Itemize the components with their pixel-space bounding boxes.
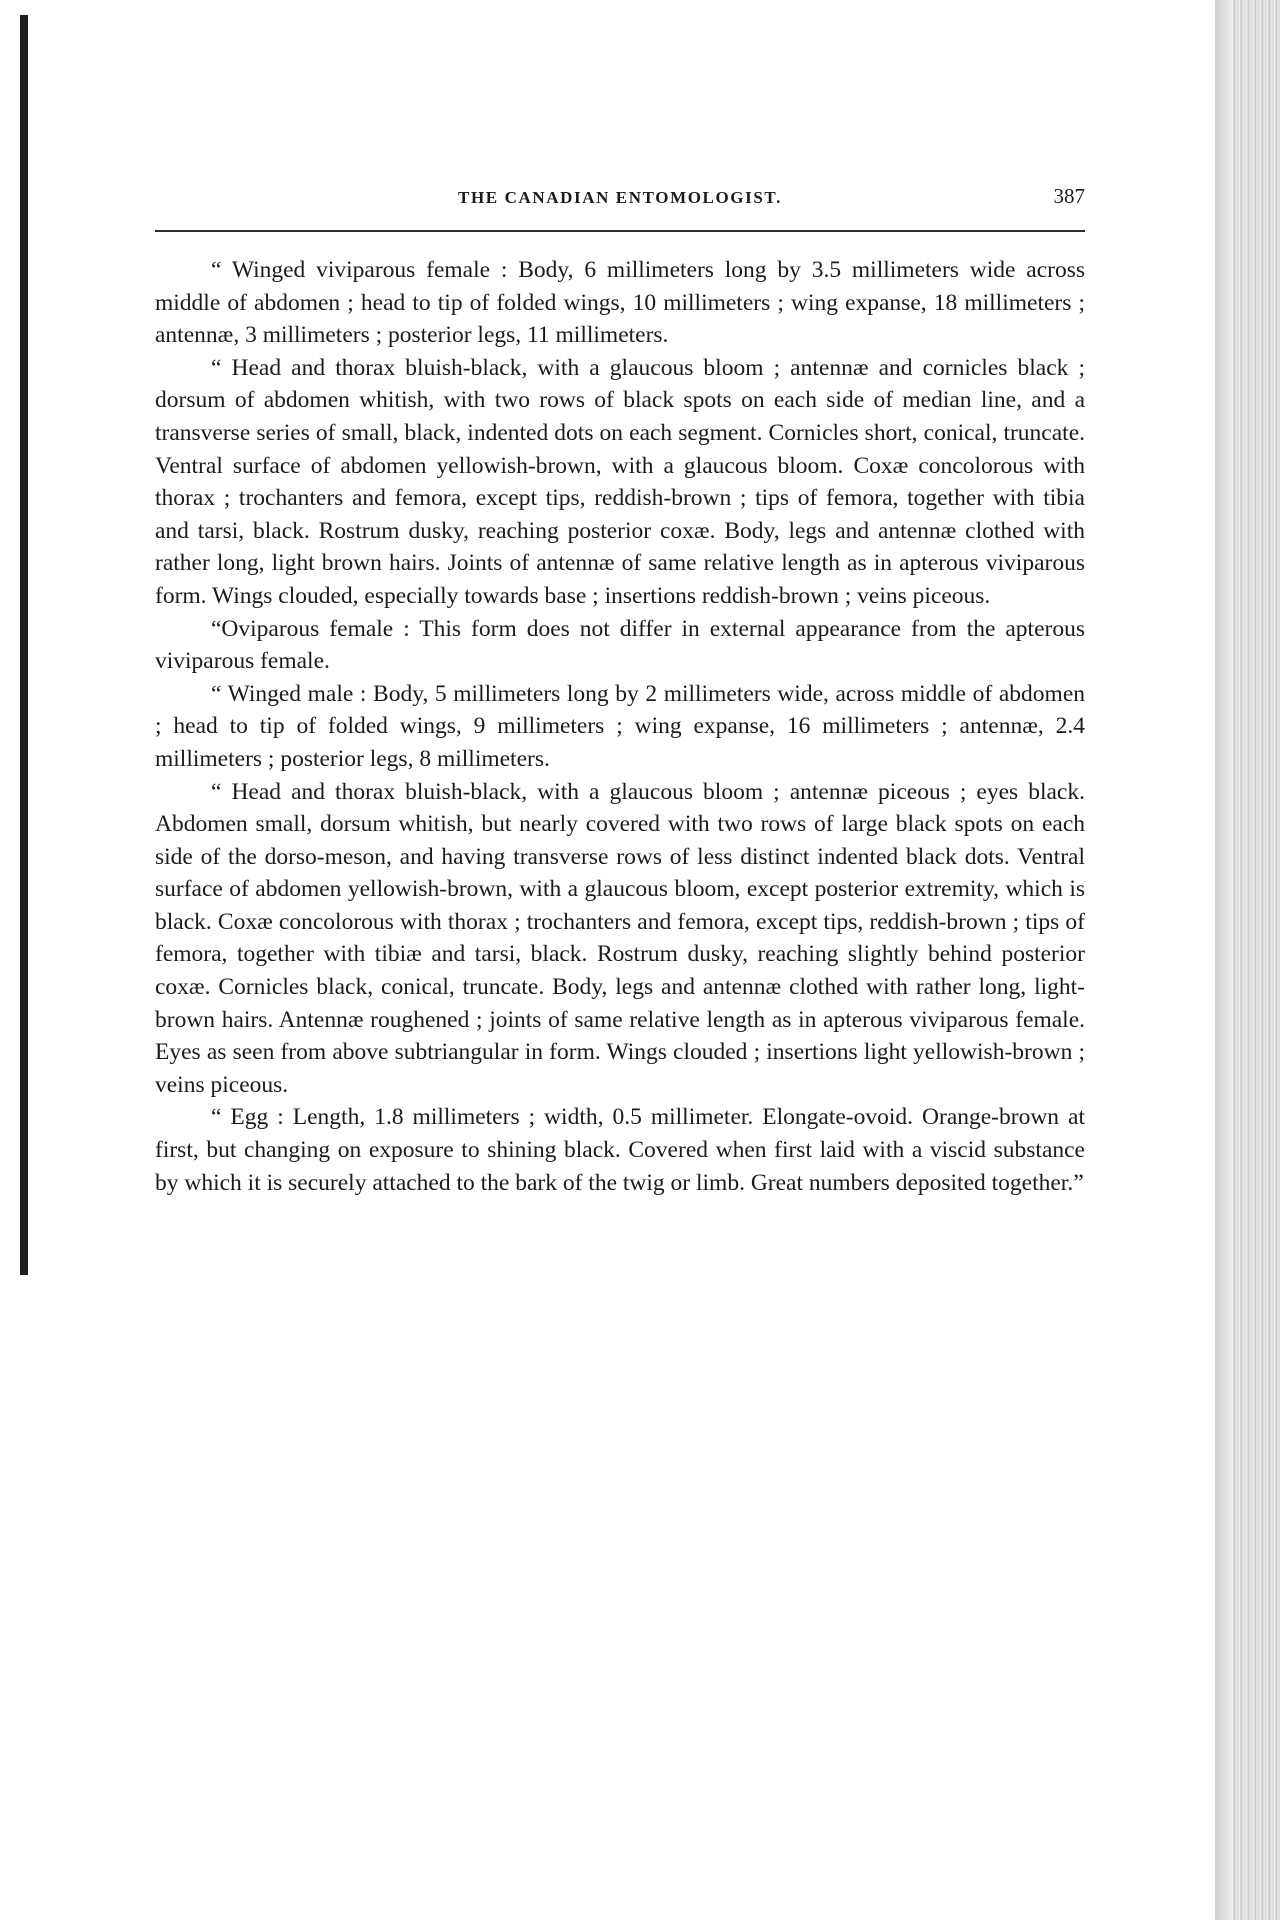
paragraph-head-thorax-female: “ Head and thorax bluish-black, with a glaucous bloom ; antennæ and cornicles black ; dorsum of abdomen whitish, with two rows of black spots on each side of median line, and a transverse series of small, black, indented dots on each segment. Cornicles short, conical, truncate. Ventral surface of abdomen yellowish-brown, with a glaucous bloom. Coxæ concolorous with thorax ; trochanters and femora, except tips, reddish-brown ; tips of femora, together with tibia and tarsi, black. Rostrum dusky, reaching posterior coxæ. Body, legs and antennæ clothed with rather long, light brown hairs. Joints of antennæ of same relative length as in apterous viviparous form. Wings clouded, especially towards base ; insertions reddish-brown ; veins piceous. <box>155 354 1085 609</box>
paragraph-winged-viviparous-female: “ Winged viviparous female : Body, 6 millimeters long by 3.5 millimeters wide across middle of abdomen ; head to tip of folded wings, 10 millimeters ; wing expanse, 18 millimeters ; antennæ, 3 millimeters ; posterior legs, 11 millimeters. <box>155 257 1085 349</box>
paragraph-head-thorax-male: “ Head and thorax bluish-black, with a glaucous bloom ; antennæ piceous ; eyes black. Abdomen small, dorsum whitish, but nearly covered with two rows of large black spots on each side of the dorso-meson, and having transverse rows of less distinct indented black dots. Ventral surface of abdomen yellowish-brown, with a glaucous bloom, except posterior extremity, which is black. Coxæ concolorous with thorax ; trochanters and femora, except tips, reddish-brown ; tips of femora, together with tibiæ and tarsi, black. Rostrum dusky, reaching slightly behind posterior coxæ. Cornicles black, conical, truncate. Body, legs and antennæ clothed with rather long, light-brown hairs. Antennæ roughened ; joints of same relative length as in apterous viviparous female. Eyes as seen from above subtriangular in form. Wings clouded ; insertions light yellowish-brown ; veins piceous. <box>155 778 1085 1098</box>
printed-page <box>155 180 1085 1199</box>
paragraph-oviparous-female: “Oviparous female : This form does not differ in external appearance from the apterous viviparous female. <box>155 615 1085 675</box>
scan-left-margin <box>0 0 20 1920</box>
book-page <box>20 0 1215 1920</box>
page-binding-shadow <box>20 15 28 1275</box>
paragraph-winged-male: “ Winged male : Body, 5 millimeters long by 2 millimeters wide, across middle of abdomen ; head to tip of folded wings, 9 millimeters ; wing expanse, 16 millimeters ; antennæ, 2.4 millimeters ; posterior legs, 8 millimeters. <box>155 680 1085 772</box>
book-page-edges <box>1215 0 1280 1920</box>
running-header <box>155 180 1085 220</box>
header-rule <box>155 230 1085 232</box>
running-title: THE CANADIAN ENTOMOLOGIST. <box>458 188 782 207</box>
paragraph-egg: “ Egg : Length, 1.8 millimeters ; width, 0.5 millimeter. Elongate-ovoid. Orange-brown at first, but changing on exposure to shining black. Covered when first laid with a viscid substance by which it is securely attached to the bark of the twig or limb. Great numbers deposited together.” <box>155 1104 1085 1196</box>
page-edge-shade <box>1215 0 1233 1920</box>
page-number: 387 <box>1053 184 1085 208</box>
body-text <box>155 254 1085 1199</box>
